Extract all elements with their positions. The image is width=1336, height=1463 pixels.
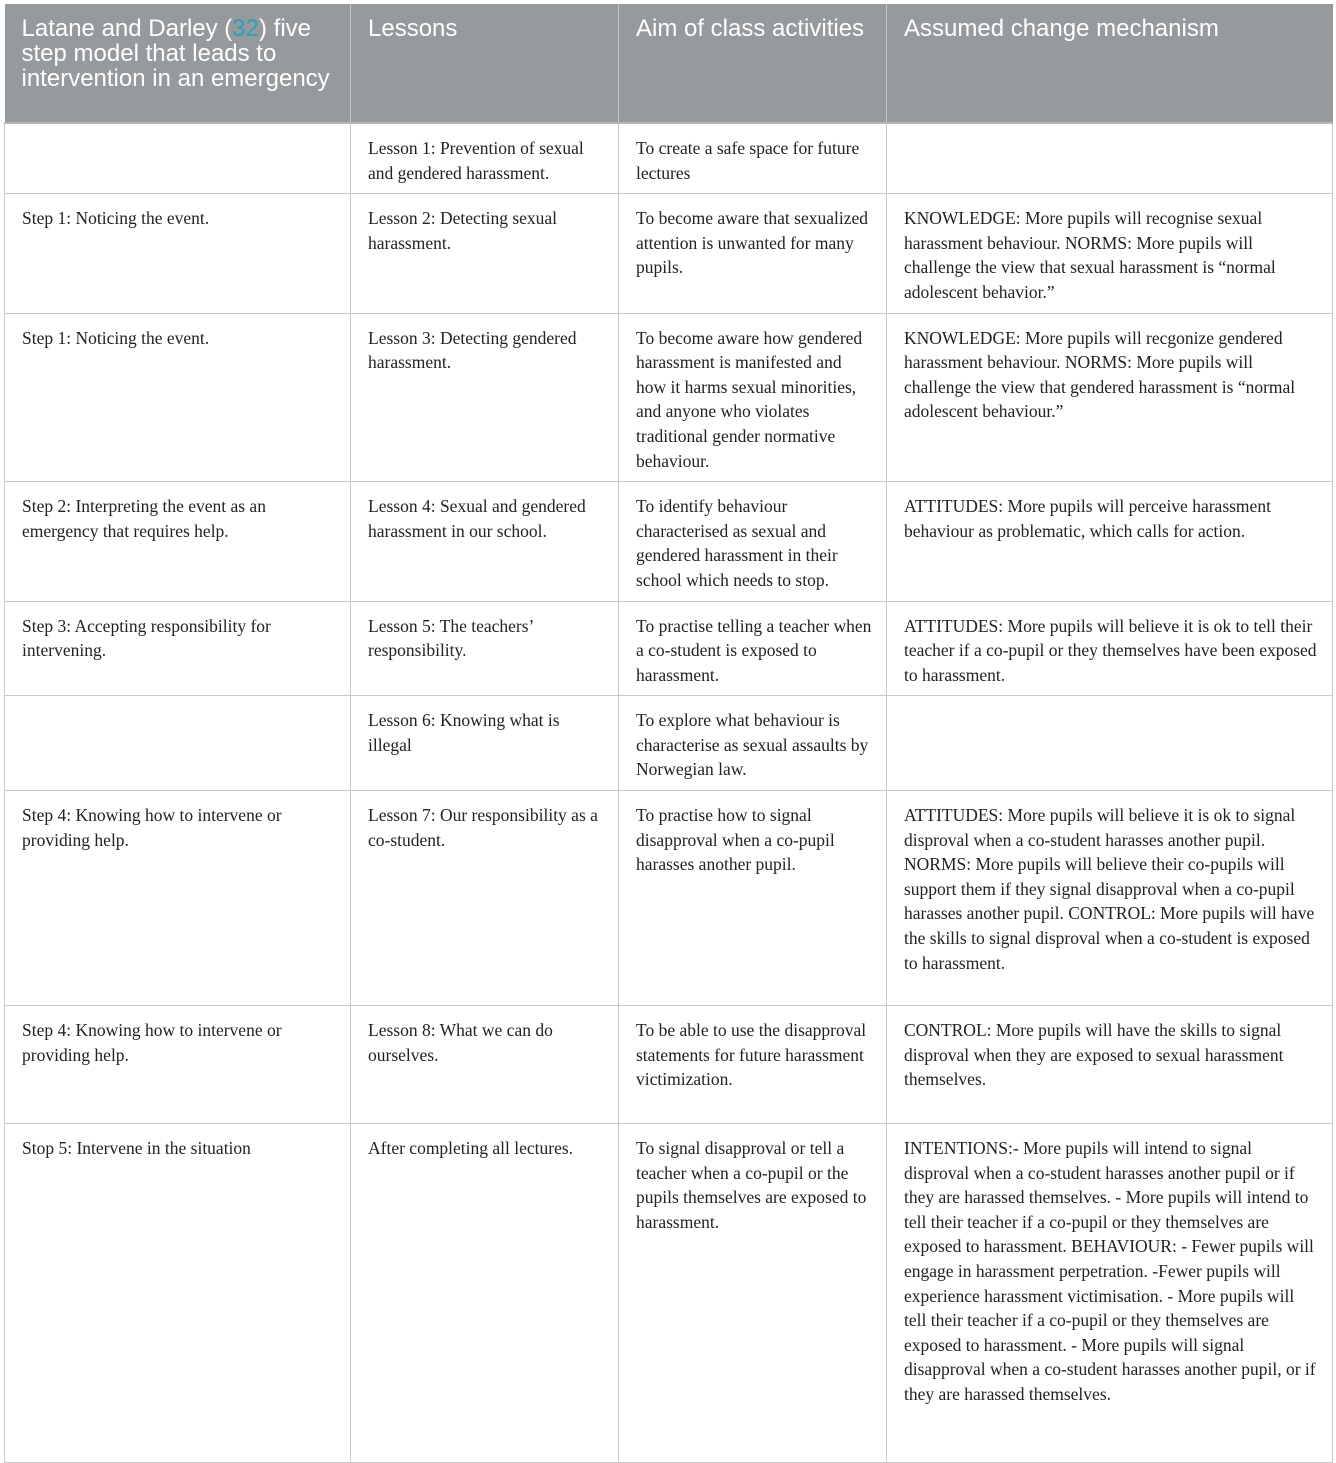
cell-lesson: Lesson 6: Knowing what is illegal [351,696,619,791]
cell-aim: To become aware how gendered harassment is manifested and how it harms sexual minorities, and anyone who violates traditional gender normative behaviour. [619,313,887,482]
cell-lesson: Lesson 3: Detecting gendered harassment. [351,313,619,482]
cell-mechanism: ATTITUDES: More pupils will believe it is ok to signal disproval when a co-student harasses another pupil. NORMS: More pupils will believe their co-pupils will support them if they signal disapproval when a co-pupil harasses another pupil. CONTROL: More pupils will have the skills to signal disproval when a co-student is exposed to harassment. [887,791,1333,1006]
cell-aim: To be able to use the disapproval statements for future harassment victimization. [619,1006,887,1124]
cell-mechanism: KNOWLEDGE: More pupils will recgonize gendered harassment behaviour. NORMS: More pupils will challenge the view that gendered harassment is “normal adolescent behaviour.” [887,313,1333,482]
cell-aim: To create a safe space for future lectures [619,123,887,194]
cell-mechanism [887,123,1333,194]
cell-mechanism: ATTITUDES: More pupils will perceive harassment behaviour as problematic, which calls for action. [887,482,1333,601]
intervention-table [4,4,1333,1463]
cell-step: Step 4: Knowing how to intervene or providing help. [5,1006,351,1124]
header-model-steps: Latane and Darley (32) five step model that leads to intervention in an emergency [5,4,351,123]
cell-step [5,123,351,194]
cell-step: Step 2: Interpreting the event as an emergency that requires help. [5,482,351,601]
cell-lesson: After completing all lectures. [351,1124,619,1463]
table-row [5,1124,1333,1463]
table-body [5,123,1333,1463]
cell-lesson: Lesson 4: Sexual and gendered harassment in our school. [351,482,619,601]
cell-lesson: Lesson 1: Prevention of sexual and gendered harassment. [351,123,619,194]
table-row [5,601,1333,696]
reference-link[interactable]: 32 [232,15,259,42]
table-row [5,791,1333,1006]
cell-aim: To practise telling a teacher when a co-student is exposed to harassment. [619,601,887,696]
header-row [5,4,1333,123]
cell-aim: To signal disapproval or tell a teacher when a co-pupil or the pupils themselves are exposed to harassment. [619,1124,887,1463]
cell-lesson: Lesson 2: Detecting sexual harassment. [351,194,619,313]
table-row [5,194,1333,313]
table-row [5,313,1333,482]
header-mechanism: Assumed change mechanism [887,4,1333,123]
cell-mechanism: INTENTIONS:- More pupils will intend to signal disproval when a co-student harasses another pupil or if they are harassed themselves. - More pupils will intend to tell their teacher if a co-pupil or they themselves are exposed to harassment. BEHAVIOUR: - Fewer pupils will engage in harassment perpetration. -Fewer pupils will experience harassment victimisation. - More pupils will tell their teacher if a co-pupil or they themselves are exposed to harassment. - More pupils will signal disapproval when a co-student harasses another pupil, or if they are harassed themselves. [887,1124,1333,1463]
table-row [5,1006,1333,1124]
cell-aim: To practise how to signal disapproval when a co-pupil harasses another pupil. [619,791,887,1006]
table-header [5,4,1333,123]
cell-step: Stop 5: Intervene in the situation [5,1124,351,1463]
cell-lesson: Lesson 8: What we can do ourselves. [351,1006,619,1124]
cell-step: Step 1: Noticing the event. [5,194,351,313]
table-row [5,482,1333,601]
cell-mechanism: KNOWLEDGE: More pupils will recognise sexual harassment behaviour. NORMS: More pupils will challenge the view that sexual harassment is “normal adolescent behavior.” [887,194,1333,313]
cell-aim: To identify behaviour characterised as sexual and gendered harassment in their school which needs to stop. [619,482,887,601]
cell-step: Step 1: Noticing the event. [5,313,351,482]
cell-lesson: Lesson 5: The teachers’ responsibility. [351,601,619,696]
header-aim: Aim of class activities [619,4,887,123]
cell-lesson: Lesson 7: Our responsibility as a co-student. [351,791,619,1006]
cell-mechanism: ATTITUDES: More pupils will believe it is ok to tell their teacher if a co-pupil or they themselves have been exposed to harassment. [887,601,1333,696]
cell-step [5,696,351,791]
header-lessons: Lessons [351,4,619,123]
cell-step: Step 4: Knowing how to intervene or providing help. [5,791,351,1006]
cell-mechanism: CONTROL: More pupils will have the skills to signal disproval when they are exposed to sexual harassment themselves. [887,1006,1333,1124]
cell-mechanism [887,696,1333,791]
cell-step: Step 3: Accepting responsibility for intervening. [5,601,351,696]
cell-aim: To explore what behaviour is characterise as sexual assaults by Norwegian law. [619,696,887,791]
table-row [5,123,1333,194]
cell-aim: To become aware that sexualized attention is unwanted for many pupils. [619,194,887,313]
table-row [5,696,1333,791]
